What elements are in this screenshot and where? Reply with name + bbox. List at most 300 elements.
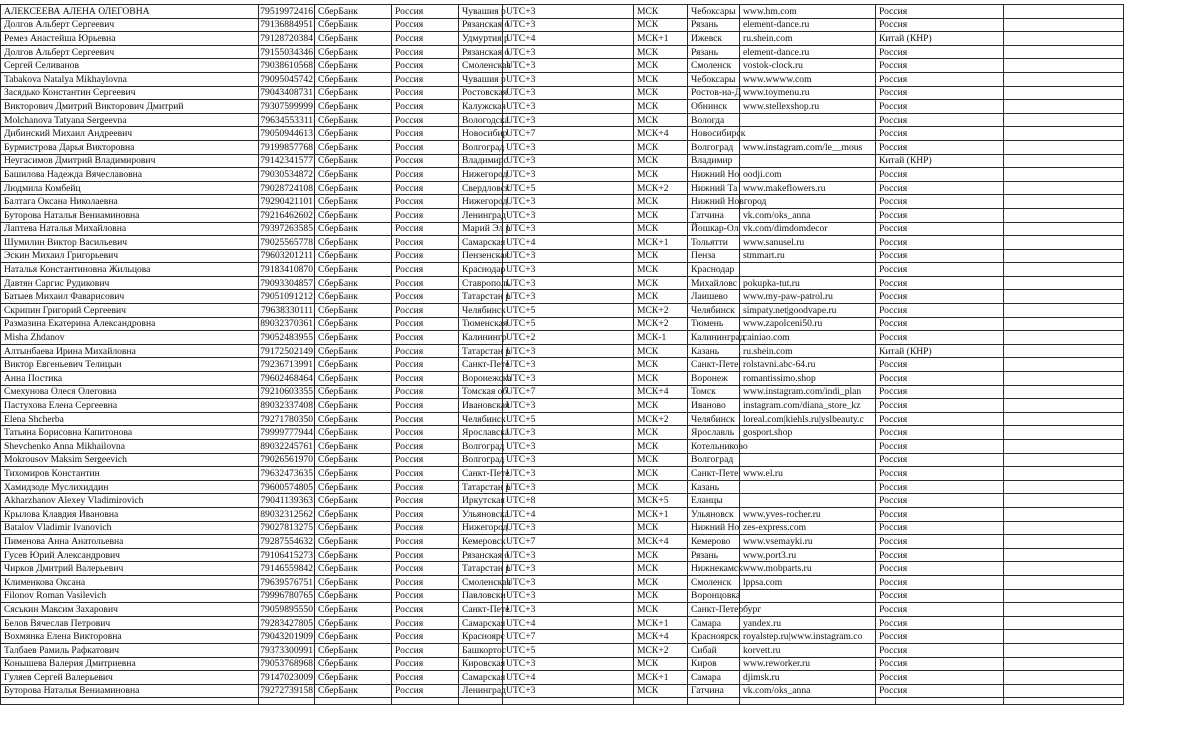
- cell-country[interactable]: Россия: [392, 154, 459, 168]
- table-row[interactable]: [1, 535, 1124, 549]
- cell-country[interactable]: Россия: [392, 304, 459, 318]
- cell-country[interactable]: Россия: [392, 426, 459, 440]
- cell-phone[interactable]: 79027813275: [260, 522, 313, 534]
- cell-bank[interactable]: СберБанк: [315, 643, 392, 657]
- cell-region[interactable]: Чувашия р: [459, 72, 503, 86]
- table-row[interactable]: [1, 168, 1124, 182]
- cell-customer-name[interactable]: Балтага Оксана Николаевна: [1, 195, 259, 209]
- cell-ship-country[interactable]: Россия: [876, 399, 1004, 413]
- cell-timezone[interactable]: UTC+3: [503, 86, 634, 100]
- cell-bank[interactable]: СберБанк: [315, 657, 392, 671]
- cell-phone[interactable]: 79041139363: [259, 494, 315, 508]
- table-row[interactable]: [1, 440, 1124, 454]
- cell-bank[interactable]: СберБанк: [315, 168, 392, 182]
- cell-country[interactable]: Россия: [392, 412, 459, 426]
- cell-msk-offset[interactable]: МСК: [634, 589, 688, 603]
- table-row[interactable]: [1, 154, 1124, 168]
- cell-country[interactable]: Россия: [392, 263, 459, 277]
- cell-ship-country[interactable]: Россия: [876, 5, 1004, 19]
- cell-customer-name[interactable]: Тихомиров Константин: [1, 467, 259, 481]
- cell-country[interactable]: Россия: [392, 127, 459, 141]
- cell-ship-country[interactable]: Россия: [876, 304, 1004, 318]
- cell-ship-country[interactable]: Россия: [876, 657, 1004, 671]
- cell-timezone[interactable]: UTC+4: [503, 616, 634, 630]
- cell-shop-site[interactable]: vostok-clock.ru: [740, 59, 876, 73]
- cell-country[interactable]: Россия: [392, 290, 459, 304]
- cell-empty[interactable]: [1004, 467, 1124, 481]
- cell-city[interactable]: Иваново: [688, 399, 740, 413]
- cell-city[interactable]: Киров: [688, 657, 740, 671]
- cell-bank[interactable]: СберБанк: [315, 331, 392, 345]
- table-row[interactable]: [1, 276, 1124, 290]
- cell-empty[interactable]: [1004, 562, 1124, 576]
- cell-country[interactable]: Россия: [392, 72, 459, 86]
- cell-customer-name[interactable]: Misha Zhdanov: [1, 331, 259, 345]
- cell-phone[interactable]: 79216462602: [260, 209, 313, 221]
- cell-shop-site[interactable]: element-dance.ru: [740, 45, 876, 59]
- cell-bank[interactable]: СберБанк: [315, 344, 392, 358]
- cell-empty[interactable]: [1004, 426, 1124, 440]
- cell-phone[interactable]: 79128720384: [260, 32, 313, 44]
- cell-customer-name[interactable]: Буторова Наталья Вениаминовна: [1, 208, 259, 222]
- cell-shop-site[interactable]: www.stellexshop.ru: [740, 100, 876, 114]
- cell-shop-site[interactable]: www.el.ru: [740, 467, 876, 481]
- cell-phone[interactable]: 79290421101: [259, 195, 315, 209]
- cell-msk-offset[interactable]: МСК: [634, 208, 688, 222]
- cell-phone[interactable]: 79093304857: [260, 277, 313, 289]
- cell-ship-country[interactable]: Россия: [876, 249, 1004, 263]
- cell-empty[interactable]: [1004, 521, 1124, 535]
- cell-ship-country[interactable]: Китай (КНР): [876, 32, 1004, 46]
- cell-msk-offset[interactable]: МСК+1: [634, 507, 688, 521]
- cell-customer-name[interactable]: Размазина Екатерина Александровна: [1, 317, 259, 331]
- cell-country[interactable]: Россия: [392, 331, 459, 345]
- cell-phone[interactable]: 79026561970: [260, 454, 313, 466]
- cell-bank[interactable]: СберБанк: [315, 426, 392, 440]
- cell-timezone[interactable]: UTC+3: [503, 208, 634, 222]
- cell-timezone[interactable]: UTC+3: [503, 358, 634, 372]
- cell-empty[interactable]: [1004, 453, 1124, 467]
- cell-country[interactable]: Россия: [392, 344, 459, 358]
- cell-phone[interactable]: 79632473635: [260, 467, 313, 479]
- cell-city[interactable]: Нижний Новгород: [688, 195, 740, 209]
- cell-city[interactable]: Ижевск: [688, 32, 740, 46]
- table-row[interactable]: [1, 671, 1124, 685]
- cell-city[interactable]: Ульяновск: [688, 507, 740, 521]
- cell-empty[interactable]: [1004, 412, 1124, 426]
- cell-city[interactable]: Владимир: [688, 154, 740, 168]
- cell-msk-offset[interactable]: МСК: [634, 263, 688, 277]
- cell-timezone[interactable]: UTC+3: [503, 589, 634, 603]
- cell-country[interactable]: Россия: [392, 575, 459, 589]
- cell-msk-offset[interactable]: МСК: [634, 195, 688, 209]
- cell-phone[interactable]: 79059895550: [260, 603, 313, 615]
- table-row[interactable]: [1, 507, 1124, 521]
- cell-country[interactable]: Россия: [392, 453, 459, 467]
- cell-customer-name[interactable]: Tabakova Natalya Mikhaylovna: [1, 72, 259, 86]
- cell-timezone[interactable]: UTC+3: [503, 575, 634, 589]
- cell-city[interactable]: Челябинск: [688, 412, 740, 426]
- cell-ship-country[interactable]: Россия: [876, 127, 1004, 141]
- cell-shop-site[interactable]: gosport.shop: [740, 426, 876, 440]
- cell-phone[interactable]: 89032370361: [260, 318, 313, 330]
- cell-bank[interactable]: СберБанк: [315, 358, 392, 372]
- cell-country[interactable]: Россия: [392, 86, 459, 100]
- cell-country[interactable]: Россия: [392, 45, 459, 59]
- cell-region[interactable]: Нижегород: [459, 168, 503, 182]
- cell-customer-name[interactable]: Mokrousov Maksim Sergeevich: [1, 453, 259, 467]
- cell-shop-site[interactable]: stmmart.ru: [740, 249, 876, 263]
- cell-msk-offset[interactable]: МСК: [634, 45, 688, 59]
- cell-customer-name[interactable]: Batalov Vladimir Ivanovich: [1, 521, 259, 535]
- table-row[interactable]: [1, 630, 1124, 644]
- cell-phone[interactable]: 79199857768: [260, 141, 313, 153]
- cell-phone[interactable]: 79603201211: [259, 249, 315, 263]
- cell-timezone[interactable]: UTC+3: [503, 344, 634, 358]
- cell-country[interactable]: Россия: [392, 399, 459, 413]
- cell-ship-country[interactable]: Россия: [876, 426, 1004, 440]
- cell-customer-name[interactable]: Анна Постика: [1, 372, 259, 386]
- cell-phone[interactable]: 79519972416: [260, 5, 313, 17]
- table-row[interactable]: [1, 304, 1124, 318]
- table-row[interactable]: [1, 249, 1124, 263]
- cell-region[interactable]: Волгоград: [459, 140, 503, 154]
- cell-bank[interactable]: СберБанк: [315, 453, 392, 467]
- cell-region[interactable]: Самарская: [459, 671, 503, 685]
- cell-timezone[interactable]: UTC+3: [503, 249, 634, 263]
- cell-msk-offset[interactable]: МСК: [634, 603, 688, 617]
- cell-empty[interactable]: [1004, 249, 1124, 263]
- cell-bank[interactable]: СберБанк: [315, 208, 392, 222]
- cell-bank[interactable]: СберБанк: [315, 249, 392, 263]
- cell-country[interactable]: Россия: [392, 385, 459, 399]
- cell-country[interactable]: Россия: [392, 671, 459, 685]
- cell-msk-offset[interactable]: МСК+4: [634, 535, 688, 549]
- cell-phone[interactable]: 79051091212: [260, 291, 313, 303]
- cell-msk-offset[interactable]: МСК-1: [634, 331, 688, 345]
- cell-empty[interactable]: [1004, 385, 1124, 399]
- cell-bank[interactable]: СберБанк: [315, 480, 392, 494]
- cell-country[interactable]: Россия: [392, 372, 459, 386]
- cell-empty[interactable]: [1004, 548, 1124, 562]
- cell-bank[interactable]: СберБанк: [315, 195, 392, 209]
- cell-bank[interactable]: СберБанк: [315, 548, 392, 562]
- cell-bank[interactable]: СберБанк: [315, 59, 392, 73]
- cell-ship-country[interactable]: Россия: [876, 317, 1004, 331]
- cell-phone[interactable]: 79999777944: [260, 427, 313, 439]
- cell-city[interactable]: Нижний Но: [688, 168, 740, 182]
- cell-empty[interactable]: [1004, 643, 1124, 657]
- cell-country[interactable]: Россия: [392, 168, 459, 182]
- cell-empty[interactable]: [1004, 113, 1124, 127]
- cell-shop-site[interactable]: vk.com/oks_anna: [740, 684, 876, 698]
- table-row[interactable]: [1, 412, 1124, 426]
- cell-customer-name[interactable]: Гусев Юрий Александрович: [1, 548, 259, 562]
- cell-bank[interactable]: СберБанк: [315, 494, 392, 508]
- cell-city[interactable]: Чебоксары: [688, 72, 740, 86]
- cell-country[interactable]: Россия: [392, 507, 459, 521]
- cell-timezone[interactable]: UTC+3: [503, 440, 634, 454]
- cell-ship-country[interactable]: Россия: [876, 385, 1004, 399]
- cell-empty[interactable]: [1004, 317, 1124, 331]
- table-row[interactable]: [1, 100, 1124, 114]
- cell-shop-site[interactable]: ru.shein.com: [740, 344, 876, 358]
- cell-bank[interactable]: СберБанк: [315, 616, 392, 630]
- cell-bank[interactable]: СберБанк: [315, 317, 392, 331]
- cell-empty[interactable]: [1004, 100, 1124, 114]
- cell-region[interactable]: Самарская: [459, 616, 503, 630]
- cell-region[interactable]: Татарстан р: [459, 290, 503, 304]
- cell-customer-name[interactable]: Людмила Комбейц: [1, 181, 259, 195]
- cell-bank[interactable]: СберБанк: [315, 154, 392, 168]
- cell-bank[interactable]: СберБанк: [315, 290, 392, 304]
- cell-msk-offset[interactable]: МСК: [634, 290, 688, 304]
- cell-shop-site[interactable]: romantissimo.shop: [740, 372, 876, 386]
- cell-bank[interactable]: СберБанк: [315, 181, 392, 195]
- cell-customer-name[interactable]: Талбаев Рамиль Рафкатович: [1, 643, 259, 657]
- cell-customer-name[interactable]: Сяськин Максим Захарович: [1, 603, 259, 617]
- cell-empty[interactable]: [1004, 684, 1124, 698]
- cell-ship-country[interactable]: Россия: [876, 263, 1004, 277]
- table-row[interactable]: [1, 521, 1124, 535]
- cell-ship-country[interactable]: Россия: [876, 494, 1004, 508]
- cell-customer-name[interactable]: Виктор Евгеньевич Телицын: [1, 358, 259, 372]
- cell-customer-name[interactable]: АЛЕКСЕЕВА АЛЕНА ОЛЕГОВНА: [1, 5, 259, 19]
- cell-city[interactable]: Казань: [688, 480, 740, 494]
- cell-bank[interactable]: СберБанк: [315, 630, 392, 644]
- cell-timezone[interactable]: UTC+3: [503, 521, 634, 535]
- cell-msk-offset[interactable]: МСК: [634, 154, 688, 168]
- cell-timezone[interactable]: UTC+7: [503, 630, 634, 644]
- cell-shop-site[interactable]: djimsk.ru: [740, 671, 876, 685]
- cell-city[interactable]: Рязань: [688, 548, 740, 562]
- cell-timezone[interactable]: UTC+3: [503, 480, 634, 494]
- cell-timezone[interactable]: UTC+5: [503, 643, 634, 657]
- cell-country[interactable]: Россия: [392, 32, 459, 46]
- cell-empty[interactable]: [1004, 18, 1124, 32]
- cell-ship-country[interactable]: Россия: [876, 616, 1004, 630]
- cell-city[interactable]: Смоленск: [688, 575, 740, 589]
- cell-shop-site[interactable]: element-dance.ru: [740, 18, 876, 32]
- cell-timezone[interactable]: UTC+4: [503, 236, 634, 250]
- cell-bank[interactable]: СберБанк: [315, 18, 392, 32]
- cell-customer-name[interactable]: Давтян Саргис Рудикович: [1, 276, 259, 290]
- cell-phone[interactable]: 79996780765: [260, 590, 313, 602]
- cell-timezone[interactable]: UTC+5: [503, 181, 634, 195]
- cell-bank[interactable]: СберБанк: [315, 32, 392, 46]
- cell-region[interactable]: Санкт-Пете: [459, 467, 503, 481]
- cell-phone[interactable]: 89032245761: [260, 440, 313, 452]
- cell-empty[interactable]: [1004, 195, 1124, 209]
- cell-customer-name[interactable]: Батыев Михаил Фаварисович: [1, 290, 259, 304]
- table-row[interactable]: [1, 140, 1124, 154]
- cell-bank[interactable]: СберБанк: [315, 304, 392, 318]
- cell-empty[interactable]: [1004, 440, 1124, 454]
- cell-ship-country[interactable]: Россия: [876, 45, 1004, 59]
- cell-region[interactable]: Нижегород: [459, 521, 503, 535]
- cell-bank[interactable]: СберБанк: [315, 222, 392, 236]
- cell-region[interactable]: Ленинград: [459, 684, 503, 698]
- cell-ship-country[interactable]: Россия: [876, 521, 1004, 535]
- cell-phone[interactable]: 79095045742: [260, 73, 313, 85]
- cell-ship-country[interactable]: Россия: [876, 548, 1004, 562]
- cell-timezone[interactable]: UTC+5: [503, 412, 634, 426]
- cell-shop-site[interactable]: zes-express.com: [740, 521, 876, 535]
- cell-timezone[interactable]: UTC+5: [503, 304, 634, 318]
- cell-bank[interactable]: СберБанк: [315, 467, 392, 481]
- cell-empty[interactable]: [1004, 331, 1124, 345]
- table-row[interactable]: [1, 494, 1124, 508]
- cell-bank[interactable]: СберБанк: [315, 276, 392, 290]
- cell-timezone[interactable]: UTC+3: [503, 290, 634, 304]
- cell-empty[interactable]: [1004, 304, 1124, 318]
- cell-city[interactable]: Нижний Но: [688, 521, 740, 535]
- cell-region[interactable]: Удмуртия р: [459, 32, 503, 46]
- cell-ship-country[interactable]: Россия: [876, 575, 1004, 589]
- cell-country[interactable]: Россия: [392, 589, 459, 603]
- cell-city[interactable]: Котельниково: [688, 440, 740, 454]
- cell-city[interactable]: Санкт-Пете: [688, 358, 740, 372]
- cell-msk-offset[interactable]: МСК+4: [634, 630, 688, 644]
- cell-city[interactable]: Нижнекамск: [688, 562, 740, 576]
- cell-region[interactable]: Ульяновска: [459, 507, 503, 521]
- cell-ship-country[interactable]: Россия: [876, 603, 1004, 617]
- cell-timezone[interactable]: UTC+2: [503, 331, 634, 345]
- cell-country[interactable]: Россия: [392, 480, 459, 494]
- cell-msk-offset[interactable]: МСК: [634, 72, 688, 86]
- cell-shop-site[interactable]: loreal.com|kiehls.ru|yslbeauty.c: [740, 412, 876, 426]
- cell-timezone[interactable]: UTC+3: [503, 657, 634, 671]
- cell-customer-name[interactable]: Смехунова Олеся Олеговна: [1, 385, 259, 399]
- table-row[interactable]: [1, 399, 1124, 413]
- cell-region[interactable]: Марий Эл р: [459, 222, 503, 236]
- cell-city[interactable]: Рязань: [688, 18, 740, 32]
- cell-bank[interactable]: СберБанк: [315, 372, 392, 386]
- cell-msk-offset[interactable]: МСК: [634, 399, 688, 413]
- cell-shop-site[interactable]: [740, 589, 876, 603]
- cell-msk-offset[interactable]: МСК: [634, 276, 688, 290]
- cell-empty[interactable]: [1004, 72, 1124, 86]
- cell-bank[interactable]: СберБанк: [315, 507, 392, 521]
- cell-shop-site[interactable]: [740, 480, 876, 494]
- cell-city[interactable]: Еланцы: [688, 494, 740, 508]
- cell-region[interactable]: Ставрополь: [459, 276, 503, 290]
- cell-ship-country[interactable]: Россия: [876, 208, 1004, 222]
- cell-bank[interactable]: СберБанк: [315, 440, 392, 454]
- cell-country[interactable]: Россия: [392, 521, 459, 535]
- cell-ship-country[interactable]: Россия: [876, 630, 1004, 644]
- cell-empty[interactable]: [1004, 671, 1124, 685]
- cell-empty[interactable]: [1004, 5, 1124, 19]
- cell-empty[interactable]: [1004, 236, 1124, 250]
- cell-msk-offset[interactable]: МСК: [634, 249, 688, 263]
- cell-timezone[interactable]: UTC+7: [503, 127, 634, 141]
- cell-city[interactable]: Рязань: [688, 45, 740, 59]
- cell-city[interactable]: Ростов-на-Д: [688, 86, 740, 100]
- cell-city[interactable]: Калининград: [688, 331, 740, 345]
- cell-msk-offset[interactable]: МСК: [634, 344, 688, 358]
- cell-city[interactable]: Вологда: [688, 113, 740, 127]
- cell-region[interactable]: Санкт-Пете: [459, 603, 503, 617]
- cell-customer-name[interactable]: Конышева Валерия Дмитриевна: [1, 657, 259, 671]
- cell-country[interactable]: Россия: [392, 467, 459, 481]
- cell-shop-site[interactable]: www.my-paw-patrol.ru: [740, 290, 876, 304]
- cell-empty[interactable]: [1004, 589, 1124, 603]
- cell-phone[interactable]: 79142341577: [260, 155, 313, 167]
- cell-empty[interactable]: [1004, 657, 1124, 671]
- cell-bank[interactable]: СберБанк: [315, 399, 392, 413]
- cell-city[interactable]: Воронцовка: [688, 589, 740, 603]
- cell-shop-site[interactable]: [740, 494, 876, 508]
- cell-shop-site[interactable]: rolstavni.abc-64.ru: [740, 358, 876, 372]
- cell-msk-offset[interactable]: МСК: [634, 521, 688, 535]
- cell-shop-site[interactable]: [740, 113, 876, 127]
- cell-country[interactable]: Россия: [392, 276, 459, 290]
- cell-ship-country[interactable]: Россия: [876, 181, 1004, 195]
- cell-bank[interactable]: СберБанк: [315, 521, 392, 535]
- cell-empty[interactable]: [1004, 535, 1124, 549]
- cell-timezone[interactable]: UTC+3: [503, 168, 634, 182]
- cell-bank[interactable]: СберБанк: [315, 72, 392, 86]
- table-row[interactable]: [1, 643, 1124, 657]
- cell-msk-offset[interactable]: МСК: [634, 140, 688, 154]
- table-row[interactable]: [1, 113, 1124, 127]
- cell-phone[interactable]: 79639576751: [260, 576, 313, 588]
- cell-msk-offset[interactable]: МСК+4: [634, 385, 688, 399]
- cell-country[interactable]: Россия: [392, 535, 459, 549]
- cell-city[interactable]: Гатчина: [688, 684, 740, 698]
- cell-msk-offset[interactable]: МСК+4: [634, 127, 688, 141]
- cell-shop-site[interactable]: lppsa.com: [740, 575, 876, 589]
- cell-country[interactable]: Россия: [392, 208, 459, 222]
- cell-bank[interactable]: СберБанк: [315, 684, 392, 698]
- table-row[interactable]: [1, 317, 1124, 331]
- cell-country[interactable]: Россия: [392, 195, 459, 209]
- table-row[interactable]: [1, 562, 1124, 576]
- cell-customer-name[interactable]: Дибинский Михаил Андреевич: [1, 127, 259, 141]
- table-row[interactable]: [1, 181, 1124, 195]
- cell-empty[interactable]: [1004, 276, 1124, 290]
- cell-ship-country[interactable]: Россия: [876, 372, 1004, 386]
- cell-region[interactable]: Башкортос: [459, 643, 503, 657]
- cell-msk-offset[interactable]: МСК: [634, 440, 688, 454]
- cell-shop-site[interactable]: [740, 440, 876, 454]
- cell-city[interactable]: Краснодар: [688, 263, 740, 277]
- cell-timezone[interactable]: UTC+3: [503, 562, 634, 576]
- cell-region[interactable]: Кировская: [459, 657, 503, 671]
- cell-customer-name[interactable]: Бурмистрова Дарья Викторовна: [1, 140, 259, 154]
- table-row[interactable]: [1, 385, 1124, 399]
- cell-city[interactable]: Йошкар-Ол: [688, 222, 740, 236]
- cell-city[interactable]: Самара: [688, 616, 740, 630]
- cell-empty[interactable]: [1004, 372, 1124, 386]
- table-row[interactable]: [1, 589, 1124, 603]
- cell-timezone[interactable]: UTC+3: [503, 59, 634, 73]
- cell-region[interactable]: Пензенская: [459, 249, 503, 263]
- cell-ship-country[interactable]: Китай (КНР): [876, 154, 1004, 168]
- cell-timezone[interactable]: UTC+3: [503, 453, 634, 467]
- cell-msk-offset[interactable]: МСК: [634, 657, 688, 671]
- cell-country[interactable]: Россия: [392, 113, 459, 127]
- cell-city[interactable]: Волгоград: [688, 140, 740, 154]
- cell-shop-site[interactable]: www.instagram.com/le__mous: [740, 140, 876, 154]
- cell-bank[interactable]: СберБанк: [315, 575, 392, 589]
- cell-region[interactable]: Ростовская: [459, 86, 503, 100]
- cell-timezone[interactable]: UTC+3: [503, 45, 634, 59]
- cell-region[interactable]: Санкт-Пете: [459, 358, 503, 372]
- table-row[interactable]: [1, 59, 1124, 73]
- table-row[interactable]: [1, 222, 1124, 236]
